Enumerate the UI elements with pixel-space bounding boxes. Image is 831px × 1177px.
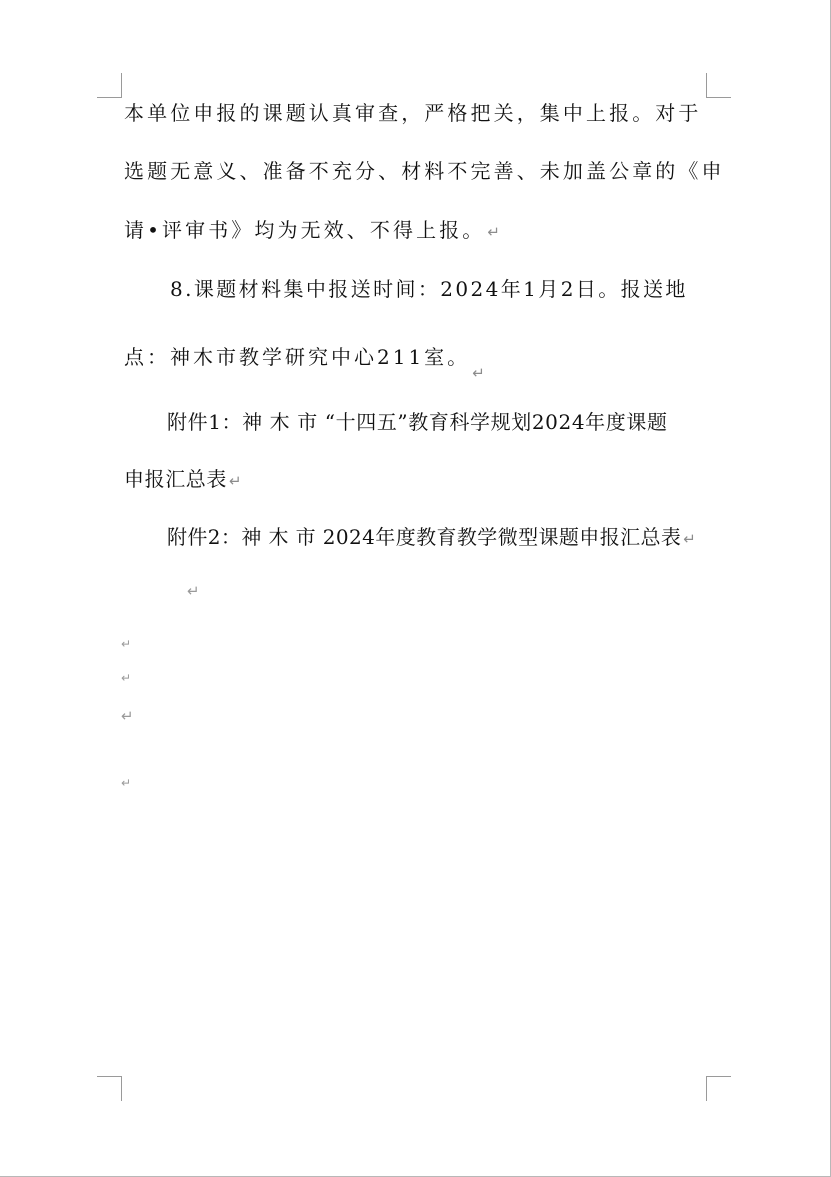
paragraph-1-line-1[interactable] — [124, 101, 702, 125]
paragraph-mark-icon: ↵ — [683, 530, 697, 548]
attachment-1-line-2[interactable] — [124, 467, 242, 493]
paragraph-mark-icon: ↵ — [121, 776, 132, 790]
text-run: 申报汇总表 — [124, 467, 227, 491]
attachment-2-line-1[interactable] — [167, 525, 696, 551]
margin-corner-bottom-left — [97, 1076, 122, 1101]
text-run: 选题无意义、准备不充分、材料不完善、未加盖公章的《申 — [124, 159, 725, 183]
paragraph-mark-icon: ↵ — [472, 364, 488, 382]
paragraph-mark-icon: ↵ — [121, 671, 132, 685]
paragraph-mark-icon: ↵ — [229, 472, 243, 490]
paragraph-mark-icon: ↵ — [121, 637, 132, 651]
text-run: 8.课题材料集中报送时间：2024年1月2日。报送地 — [170, 277, 688, 301]
text-run: 本单位申报的课题认真审查，严格把关，集中上报。对于 — [124, 101, 702, 125]
text-run: 请•评审书》均为无效、不得上报。 — [124, 218, 486, 242]
text-run: 点：神木市教学研究中心211室。 — [124, 345, 471, 369]
paragraph-mark-icon: ↵ — [187, 582, 200, 600]
paragraph-1-line-3[interactable] — [124, 218, 503, 244]
paragraph-mark-icon: ↵ — [121, 707, 134, 725]
text-run: 附件1：神 木 市 “十四五”教育科学规划2024年度课题 — [167, 410, 668, 434]
margin-corner-top-left — [97, 73, 122, 98]
text-run: 附件2：神 木 市 2024年度教育教学微型课题申报汇总表 — [167, 525, 682, 549]
attachment-1-line-1[interactable] — [167, 410, 668, 434]
margin-corner-top-right — [706, 73, 731, 98]
paragraph-mark-icon: ↵ — [487, 223, 504, 241]
paragraph-1-line-2[interactable] — [124, 159, 725, 183]
paragraph-2-line-2[interactable] — [124, 345, 488, 382]
paragraph-2-line-1[interactable] — [170, 277, 688, 301]
margin-corner-bottom-right — [706, 1076, 731, 1101]
